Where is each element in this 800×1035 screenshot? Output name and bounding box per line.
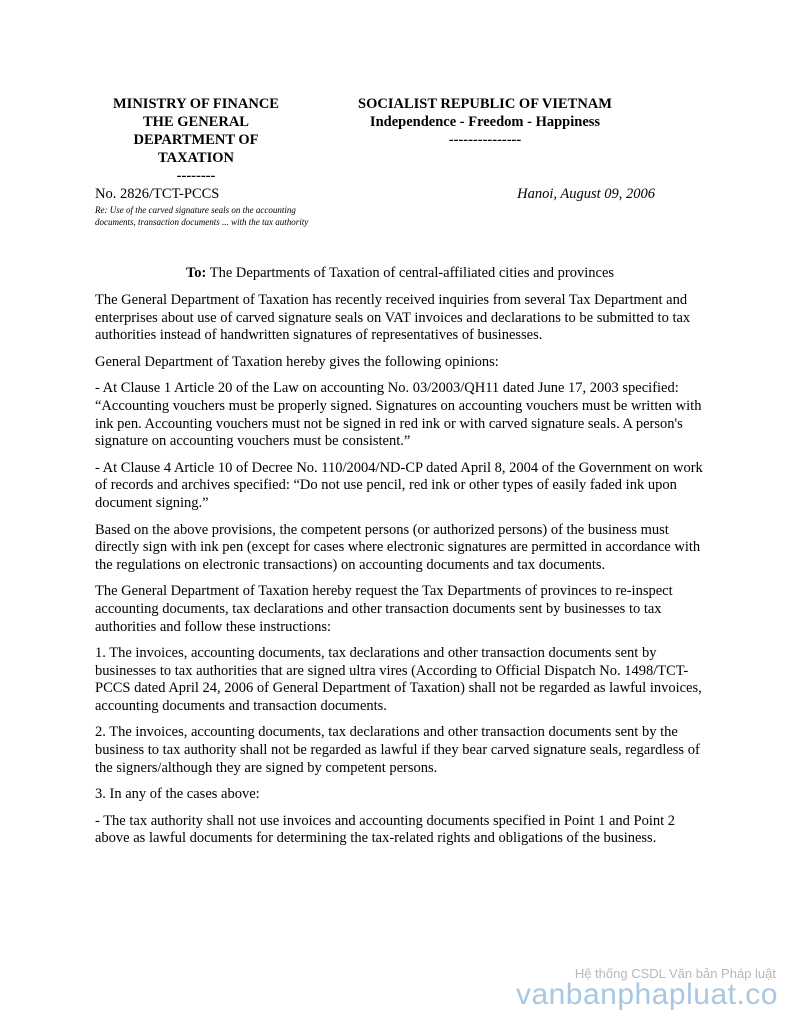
place-date: Hanoi, August 09, 2006	[517, 186, 655, 202]
paragraph-5: Based on the above provisions, the competent persons (or authorized persons) of the business must directly sign with ink pen (except for cases where electronic signatures are permitted in accordance with the regulations on electronic transactions) on accounting documents and tax documents.	[95, 521, 701, 573]
paragraph-6: The General Department of Taxation hereby request the Tax Departments of provinces to re-inspect accounting documents, tax declarations and other transaction documents sent by businesses to tax authorities and follow these instructions:	[95, 583, 673, 635]
agency-line-4: TAXATION	[158, 150, 234, 166]
motto: Independence - Freedom - Happiness	[369, 114, 601, 130]
paragraph-9: 3. In any of the cases above:	[95, 786, 260, 803]
document-number: No. 2826/TCT-PCCS	[95, 186, 220, 202]
agency-line-1: MINISTRY OF FINANCE	[113, 96, 279, 112]
paragraph-3: - At Clause 1 Article 20 of the Law on accounting No. 03/2003/QH11 dated June 17, 2003 specified: “Accounting vouchers must be properly signed. Signatures on accounting vouchers must be written with ink pen. Accounting vouchers must not be signed in red ink or with carved signature seals. A person's signature on accounting vouchers must be consistent.”	[95, 380, 702, 450]
addressee-text: The Departments of Taxation of central-affiliated cities and provinces	[206, 265, 615, 281]
addressee	[95, 265, 705, 282]
nation-name: SOCIALIST REPUBLIC OF VIETNAM	[358, 96, 612, 112]
paragraph-1: The General Department of Taxation has recently received inquiries from several Tax Department and enterprises about use of carved signature seals on VAT invoices and declarations to be submitted to tax authorities instead of handwritten signatures of representatives of businesses.	[95, 292, 691, 344]
motto-divider: ---------------	[448, 132, 522, 148]
addressee-label: To:	[185, 265, 207, 281]
agency-line-2: THE GENERAL	[143, 114, 249, 130]
subject-line: Re: Use of the carved signature seals on the accounting documents, transaction documents ... with the tax authority	[95, 205, 309, 227]
agency-divider: --------	[176, 168, 216, 184]
issuing-agency	[96, 95, 296, 185]
paragraph-4: - At Clause 4 Article 10 of Decree No. 110/2004/ND-CP dated April 8, 2004 of the Government on work of records and archives specified: “Do not use pencil, red ink or other types of easily faded ink upon document signing.”	[95, 459, 703, 511]
paragraph-2: General Department of Taxation hereby gives the following opinions:	[95, 353, 499, 370]
watermark-site: vanbanphapluat.co	[515, 978, 778, 1011]
paragraph-10: - The tax authority shall not use invoices and accounting documents specified in Point 1 and Point 2 above as lawful documents for determining the tax-related rights and obligations of the business.	[95, 812, 676, 847]
paragraph-7: 1. The invoices, accounting documents, tax declarations and other transaction documents sent by businesses to tax authorities that are signed ultra vires (According to Official Dispatch No. 1498/TCT-PCCS dated April 24, 2006 of General Department of Taxation) shall not be regarded as lawful invoices, accounting documents and transaction documents.	[95, 645, 702, 714]
document-body	[95, 292, 707, 857]
watermark-caption: Hệ thống CSDL Văn bản Pháp luật	[574, 966, 776, 981]
paragraph-8: 2. The invoices, accounting documents, tax declarations and other transaction documents sent by the business to tax authority shall not be regarded as lawful if they bear carved signature seals, regardless of the signers/although they are signed by competent persons.	[95, 724, 700, 776]
agency-line-3: DEPARTMENT OF	[133, 132, 259, 148]
national-motto	[330, 95, 640, 149]
